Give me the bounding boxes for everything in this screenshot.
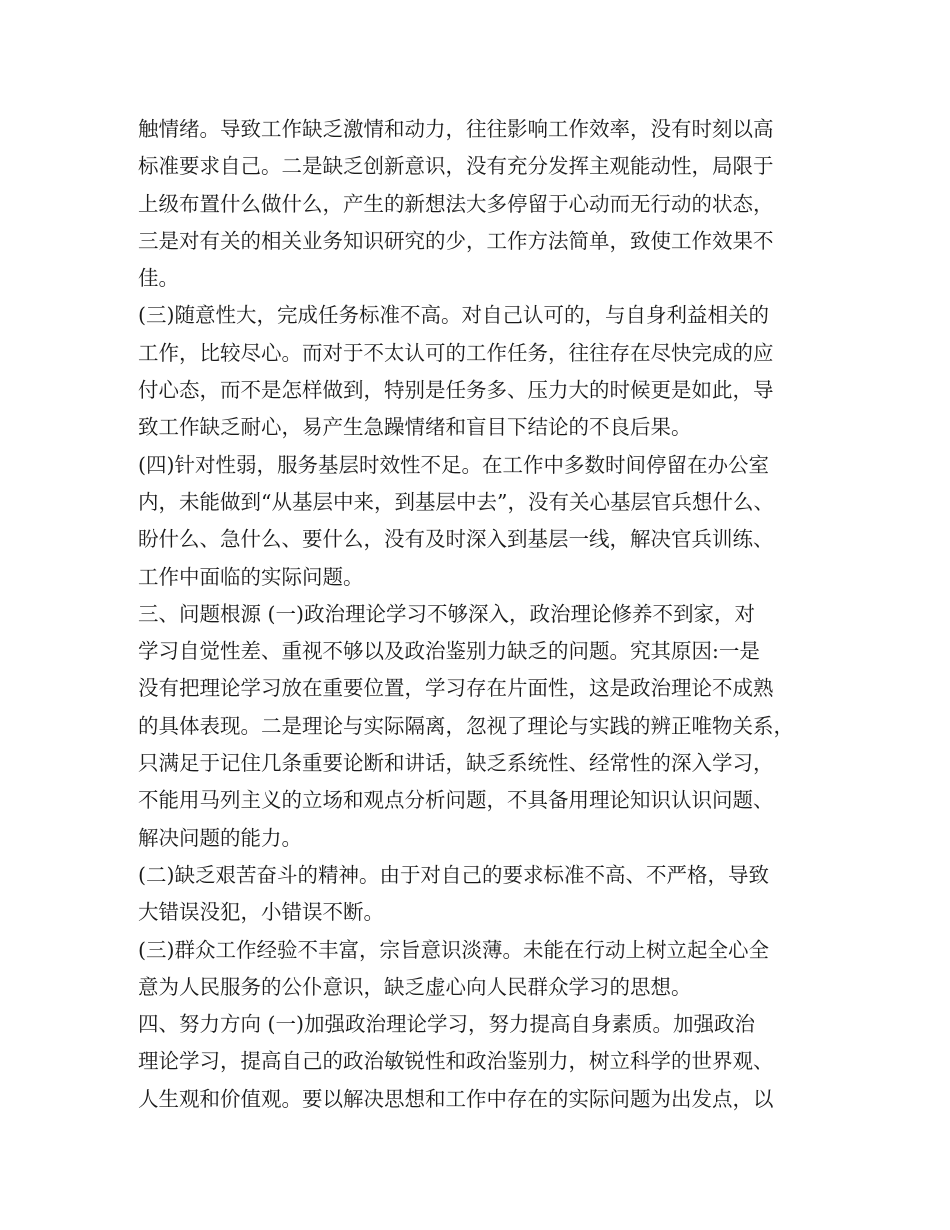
section-heading-line: (三)群众工作经验不丰富，宗旨意识淡薄。未能在行动上树立起全心全 [138, 937, 769, 962]
text-line: 不能用马列主义的立场和观点分析问题，不具备用理论知识认识问题、 [138, 788, 774, 813]
text-line: 没有把理论学习放在重要位置，学习存在片面性，这是政治理论不成熟 [138, 676, 774, 701]
section-heading-line: (二)缺乏艰苦奋斗的精神。由于对自己的要求标准不高、不严格，导致 [138, 862, 769, 887]
section-heading-line: 四、努力方向 (一)加强政治理论学习，努力提高自身素质。加强政治 [138, 1012, 756, 1037]
text-line: 工作，比较尽心。而对于不太认可的工作任务，往往存在尽快完成的应 [138, 340, 774, 365]
text-line: 工作中面临的实际问题。 [138, 564, 364, 589]
text-line: 内，未能做到“从基层中来，到基层中去”，没有关心基层官兵想什么、 [138, 489, 774, 514]
text-line: 人生观和价值观。要以解决思想和工作中存在的实际问题为出发点，以 [138, 1086, 774, 1111]
text-line: 大错误没犯，小错误不断。 [138, 900, 384, 925]
text-line: 标准要求自己。二是缺乏创新意识，没有充分发挥主观能动性，局限于 [138, 154, 774, 179]
text-line: 三是对有关的相关业务知识研究的少，工作方法简单，致使工作效果不 [138, 228, 774, 253]
text-line: 盼什么、急什么、要什么，没有及时深入到基层一线，解决官兵训练、 [138, 527, 774, 552]
text-line: 触情绪。导致工作缺乏激情和动力，往往影响工作效率，没有时刻以高 [138, 117, 774, 141]
text-line: 理论学习，提高自己的政治敏锐性和政治鉴别力，树立科学的世界观、 [138, 1049, 774, 1074]
section-heading-line: (四)针对性弱，服务基层时效性不足。在工作中多数时间停留在办公室 [138, 452, 769, 477]
text-line: 意为人民服务的公仆意识，缺乏虚心向人民群众学习的思想。 [138, 974, 692, 999]
text-line: 付心态，而不是怎样做到，特别是任务多、压力大的时候更是如此，导 [138, 378, 774, 403]
text-line: 佳。 [138, 266, 179, 291]
text-line: 的具体表现。二是理论与实际隔离，忽视了理论与实践的辨正唯物关系， [138, 713, 794, 738]
text-line: 致工作缺乏耐心，易产生急躁情绪和盲目下结论的不良后果。 [138, 415, 692, 440]
section-heading-line: 三、问题根源 (一)政治理论学习不够深入，政治理论修养不到家，对 [138, 601, 756, 626]
section-heading-line: (三)随意性大，完成任务标准不高。对自己认可的，与自身利益相关的 [138, 303, 769, 328]
text-line: 解决问题的能力。 [138, 825, 302, 850]
text-line: 上级布置什么做什么，产生的新想法大多停留于心动而无行动的状态， [138, 191, 774, 216]
text-line: 只满足于记住几条重要论断和讲话，缺乏系统性、经常性的深入学习， [138, 751, 774, 776]
text-line: 学习自觉性差、重视不够以及政治鉴别力缺乏的问题。究其原因:一是 [138, 639, 760, 664]
document-text-body [138, 111, 828, 1118]
